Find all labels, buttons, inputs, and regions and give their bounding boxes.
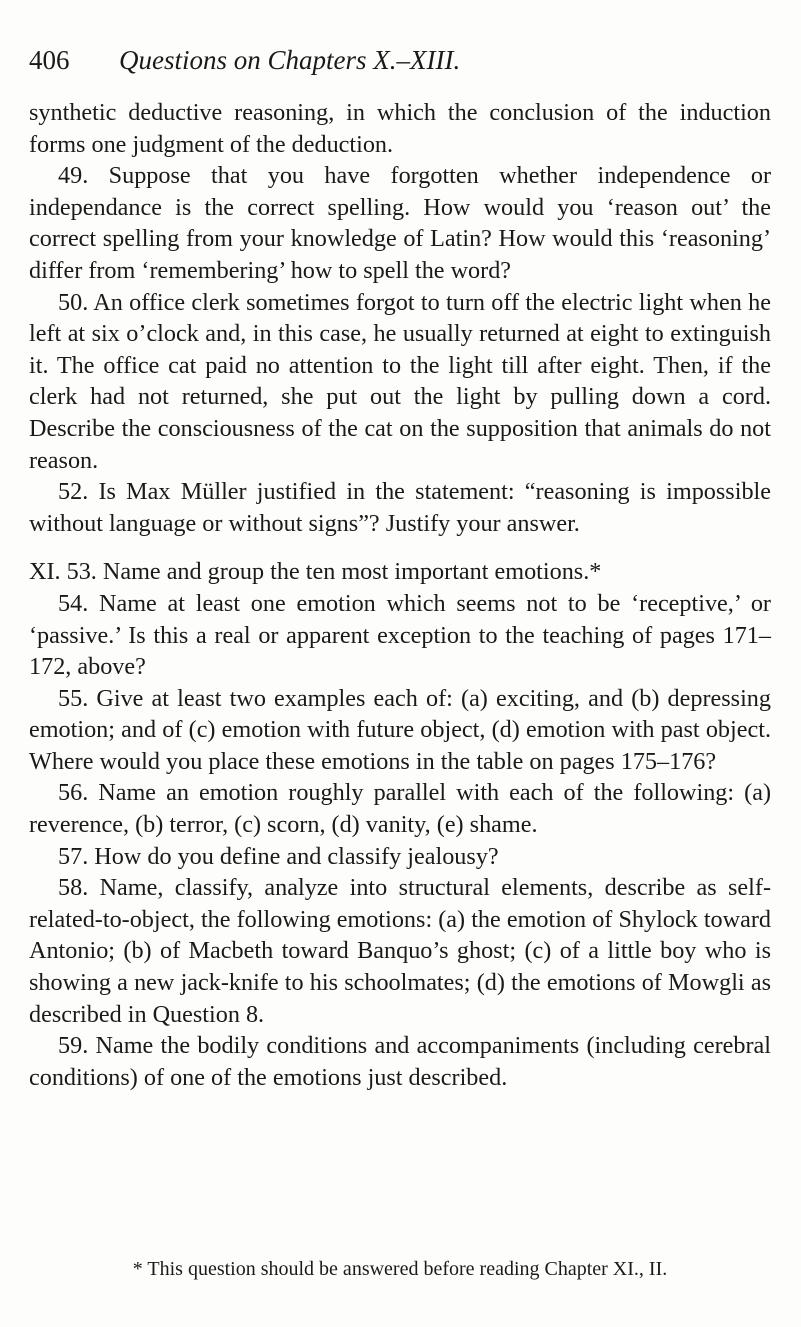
question-59: 59. Name the bodily conditions and accompaniments (including cerebral conditions) of one of the emotions just described. — [29, 1032, 771, 1091]
paragraph-continuation: synthetic deductive reasoning, in which the conclusion of the induction forms one judgment of the deduction. — [29, 99, 771, 158]
question-50: 50. An office clerk sometimes forgot to turn off the electric light when he left at six o’clock and, in this case, he usually returned at eight to extinguish it. The office cat paid no attention to the light till after eight. Then, if the clerk had not returned, she put out the light by pulling down a cord. Describe the consciousness of the cat on the supposition that animals do not reason. — [29, 288, 771, 474]
question-53: XI. 53. Name and group the ten most important emotions.* — [29, 558, 602, 586]
page-header — [29, 44, 769, 76]
footnote: * This question should be answered before reading Chapter XI., II. — [132, 1258, 668, 1280]
question-56: 56. Name an emotion roughly parallel with each of the following: (a) reverence, (b) terror, (c) scorn, (d) vanity, (e) shame. — [29, 779, 771, 839]
question-57: 57. How do you define and classify jealousy? — [58, 842, 499, 870]
question-49: 49. Suppose that you have forgotten whether independence or independance is the correct spelling. How would you ‘reason out’ the correct spelling from your knowledge of Latin? How would this ‘reasoning’ differ from ‘remembering’ how to spell the word? — [29, 162, 771, 284]
running-title: Questions on Chapters X.–XIII. — [119, 45, 461, 75]
question-55: 55. Give at least two examples each of: (a) exciting, and (b) depressing emotion; and of (c) emotion with future object, (d) emotion with past object. Where would you place these emotions in the table on pages 175–176? — [29, 684, 771, 775]
page-number: 406 — [29, 45, 70, 75]
question-52: 52. Is Max Müller justified in the statement: “reasoning is impossible without language or without signs”? Justify your answer. — [29, 478, 771, 537]
question-58: 58. Name, classify, analyze into structural elements, describe as self-related-to-object, the following emotions: (a) the emotion of Shylock toward Antonio; (b) of Macbeth toward Banquo’s ghost; (c) of a little boy who is showing a new jack-knife to his schoolmates; (d) the emotions of Mowgli as described in Question 8. — [29, 874, 771, 1028]
body-text — [29, 97, 771, 1093]
question-54: 54. Name at least one emotion which seems not to be ‘receptive,’ or ‘passive.’ Is this a real or apparent exception to the teaching of pages 171–172, above? — [29, 589, 771, 681]
